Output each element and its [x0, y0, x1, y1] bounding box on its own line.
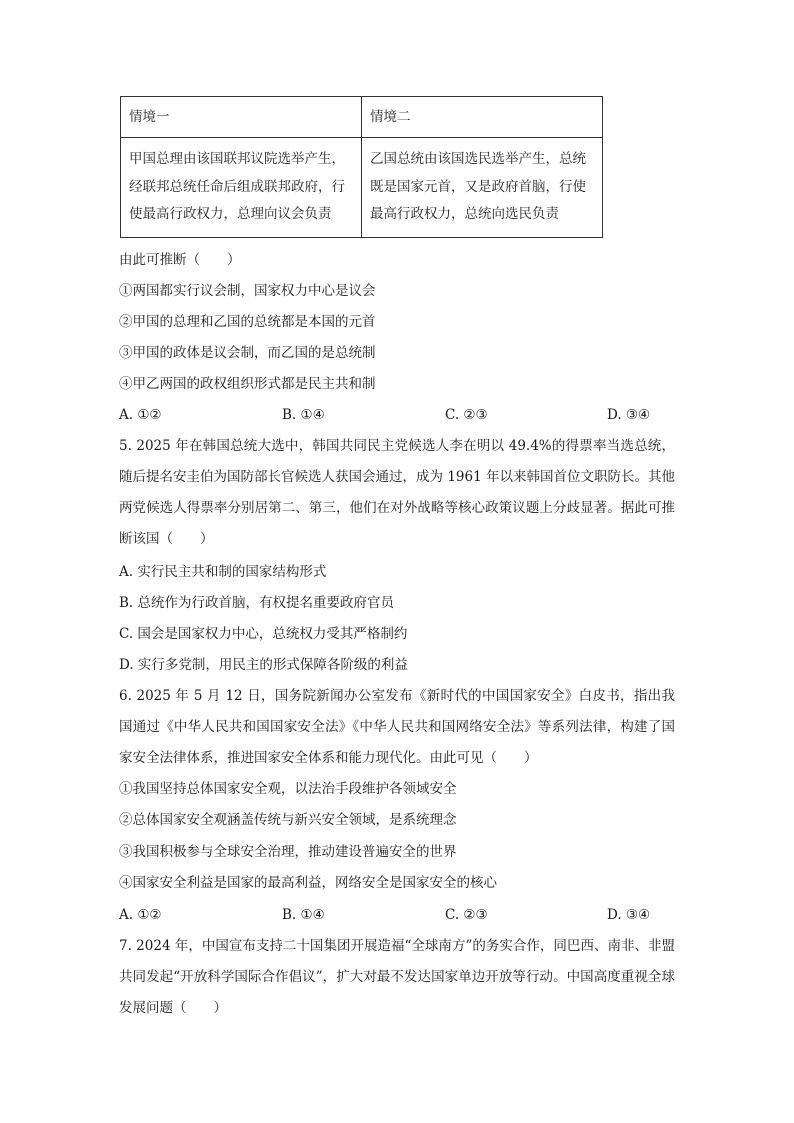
q5-option-b: B. 总统作为行政首脑，有权提名重要政府官员 — [119, 595, 395, 611]
q5-stem: 5. 2025 年在韩国总统大选中，韩国共同民主党候选人李在明以 49.4%的得票率当选总统，随后提名安圭伯为国防部长官候选人获国会通过，成为 1961 年以来韩国首位文职防长。其他两党候选人得票率分别居第二、第三，他们在对外战略等核心政策议题上分歧显著。据此可推断该国（ ） — [119, 438, 675, 547]
q4-option-b: B. ①④ — [282, 407, 325, 423]
q5-option-c: C. 国会是国家权力中心，总统权力受其严格制约 — [119, 626, 408, 642]
q4-option-a: A. ①② — [119, 407, 162, 423]
q6-item-4: ④国家安全利益是国家的最高利益，网络安全是国家安全的核心 — [119, 875, 497, 891]
q5-option-d: D. 实行多党制，用民主的形式保障各阶级的利益 — [119, 657, 408, 673]
q4-stem-tail: 由此可推断（ ） — [119, 252, 241, 268]
q6-item-2: ②总体国家安全观涵盖传统与新兴安全领域，是系统理念 — [119, 812, 457, 828]
scenario-two-text: 乙国总统由该国选民选举产生，总统既是国家元首，又是政府首脑，行使最高行政权力，总统向选民负责 — [362, 138, 603, 238]
q4-item-1: ①两国都实行议会制，国家权力中心是议会 — [119, 283, 376, 299]
table-body-row — [121, 138, 603, 238]
table-header-row — [121, 97, 603, 138]
q4-item-4: ④甲乙两国的政权组织形式都是民主共和制 — [119, 376, 376, 392]
q4-option-c: C. ②③ — [445, 407, 488, 423]
q6-item-1: ①我国坚持总体国家安全观，以法治手段维护各领域安全 — [119, 781, 457, 797]
scenario-table — [120, 96, 603, 238]
q4-option-d: D. ③④ — [607, 407, 651, 423]
scenario-two-header: 情境二 — [362, 97, 603, 138]
q6-option-d: D. ③④ — [607, 907, 651, 923]
q6-option-b: B. ①④ — [282, 907, 325, 923]
q4-item-3: ③甲国的政体是议会制，而乙国的是总统制 — [119, 345, 376, 361]
q6-option-c: C. ②③ — [445, 907, 488, 923]
q5-option-a: A. 实行民主共和制的国家结构形式 — [119, 564, 327, 580]
q6-stem: 6. 2025 年 5 月 12 日，国务院新闻办公室发布《新时代的中国国家安全》白皮书，指出我国通过《中华人民共和国国家安全法》《中华人民共和国网络安全法》等系列法律，构建了国家安全法律体系，推进国家安全体系和能力现代化。由此可见（ ） — [119, 688, 675, 766]
q4-item-2: ②甲国的总理和乙国的总统都是本国的元首 — [119, 314, 376, 330]
scenario-one-text: 甲国总理由该国联邦议院选举产生，经联邦总统任命后组成联邦政府，行使最高行政权力，总理向议会负责 — [121, 138, 362, 238]
q7-stem: 7. 2024 年，中国宣布支持二十国集团开展造福“全球南方”的务实合作，同巴西、南非、非盟共同发起“开放科学国际合作倡议”，扩大对最不发达国家单边开放等行动。中国高度重视全球发展问题（ ） — [119, 938, 675, 1016]
q6-option-a: A. ①② — [119, 907, 162, 923]
q6-item-3: ③我国积极参与全球安全治理，推动建设普遍安全的世界 — [119, 844, 457, 860]
scenario-one-header: 情境一 — [121, 97, 362, 138]
